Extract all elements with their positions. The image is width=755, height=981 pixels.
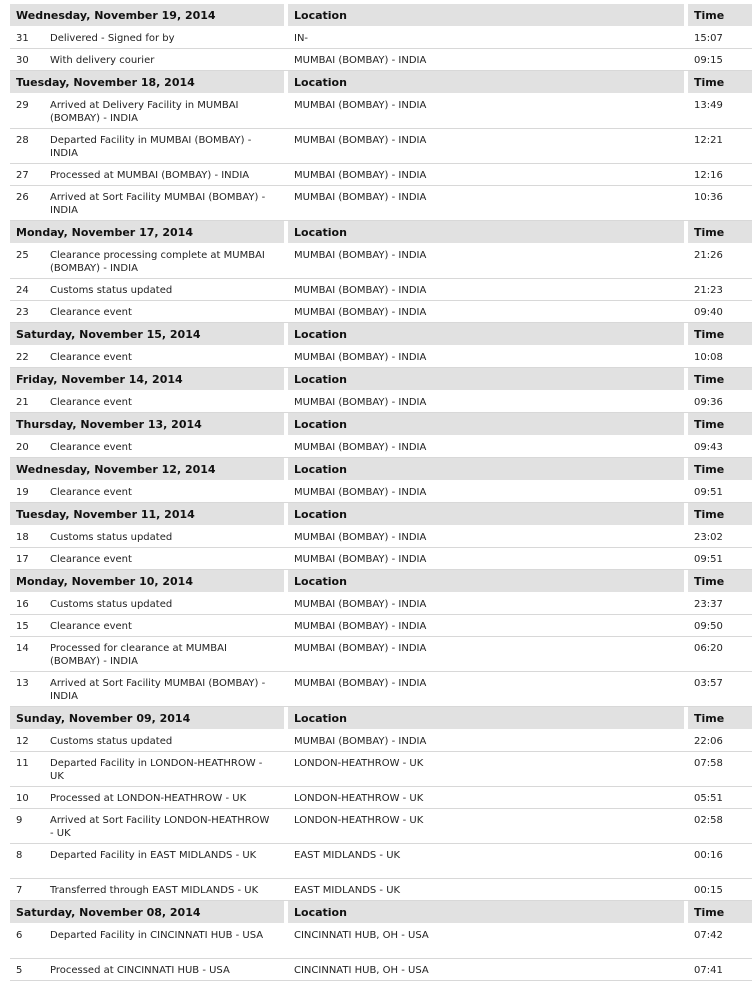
date-header: Saturday, November 08, 2014 xyxy=(10,901,284,923)
table-row xyxy=(10,481,752,503)
event-number: 10 xyxy=(16,793,29,804)
date-header: Monday, November 10, 2014 xyxy=(10,570,284,592)
table-row xyxy=(10,637,752,672)
event-time: 09:40 xyxy=(694,307,723,318)
location-header: Location xyxy=(288,4,684,26)
event-number: 19 xyxy=(16,487,29,498)
event-location: MUMBAI (BOMBAY) - INDIA xyxy=(294,250,427,261)
date-header: Monday, November 17, 2014 xyxy=(10,221,284,243)
date-group xyxy=(10,458,752,503)
event-time: 06:20 xyxy=(694,643,723,654)
date-group xyxy=(10,221,752,323)
event-time: 09:15 xyxy=(694,55,723,66)
date-group xyxy=(10,368,752,413)
event-location: MUMBAI (BOMBAY) - INDIA xyxy=(294,442,427,453)
event-time: 23:02 xyxy=(694,532,723,543)
event-location: EAST MIDLANDS - UK xyxy=(294,885,401,896)
event-description: Arrived at Sort Facility LONDON-HEATHROW - UK xyxy=(50,815,270,839)
event-number: 16 xyxy=(16,599,29,610)
event-description: Clearance event xyxy=(50,621,132,632)
location-header: Location xyxy=(288,707,684,729)
event-number: 12 xyxy=(16,736,29,747)
event-location: MUMBAI (BOMBAY) - INDIA xyxy=(294,170,427,181)
event-description: Clearance event xyxy=(50,487,132,498)
event-description: Transferred through EAST MIDLANDS - UK xyxy=(50,885,259,896)
date-group xyxy=(10,323,752,368)
event-location: MUMBAI (BOMBAY) - INDIA xyxy=(294,100,427,111)
event-time: 15:07 xyxy=(694,33,723,44)
event-time: 21:23 xyxy=(694,285,723,296)
table-row xyxy=(10,809,752,844)
event-number: 20 xyxy=(16,442,29,453)
date-group xyxy=(10,413,752,458)
date-header-row xyxy=(10,4,752,26)
date-group xyxy=(10,901,752,981)
event-time: 12:16 xyxy=(694,170,723,181)
event-number: 11 xyxy=(16,758,29,769)
date-header-row xyxy=(10,570,752,592)
date-header: Thursday, November 13, 2014 xyxy=(10,413,284,435)
event-description: Departed Facility in LONDON-HEATHROW - UK xyxy=(50,758,263,782)
event-description: Departed Facility in CINCINNATI HUB - USA xyxy=(50,930,264,941)
event-time: 05:51 xyxy=(694,793,723,804)
time-header: Time xyxy=(688,413,752,435)
location-header: Location xyxy=(288,323,684,345)
event-description: Arrived at Sort Facility MUMBAI (BOMBAY) - INDIA xyxy=(50,678,266,702)
event-location: MUMBAI (BOMBAY) - INDIA xyxy=(294,135,427,146)
event-description: Processed at LONDON-HEATHROW - UK xyxy=(50,793,247,804)
date-header: Sunday, November 09, 2014 xyxy=(10,707,284,729)
event-location: CINCINNATI HUB, OH - USA xyxy=(294,930,429,941)
location-header: Location xyxy=(288,458,684,480)
location-header: Location xyxy=(288,503,684,525)
date-header: Wednesday, November 12, 2014 xyxy=(10,458,284,480)
event-number: 31 xyxy=(16,33,29,44)
event-number: 29 xyxy=(16,100,29,111)
table-row xyxy=(10,672,752,707)
event-number: 5 xyxy=(16,965,23,976)
date-group xyxy=(10,71,752,221)
event-time: 10:36 xyxy=(694,192,723,203)
date-header-row xyxy=(10,503,752,525)
date-header-row xyxy=(10,413,752,435)
event-description: Processed for clearance at MUMBAI (BOMBAY) - INDIA xyxy=(50,643,227,667)
event-time: 09:51 xyxy=(694,554,723,565)
date-group xyxy=(10,503,752,570)
date-header: Tuesday, November 11, 2014 xyxy=(10,503,284,525)
event-description: Departed Facility in EAST MIDLANDS - UK xyxy=(50,850,257,861)
time-header: Time xyxy=(688,707,752,729)
event-location: MUMBAI (BOMBAY) - INDIA xyxy=(294,678,427,689)
table-row xyxy=(10,94,752,129)
event-location: MUMBAI (BOMBAY) - INDIA xyxy=(294,736,427,747)
event-number: 26 xyxy=(16,192,29,203)
table-row xyxy=(10,391,752,413)
event-description: Customs status updated xyxy=(50,285,173,296)
event-time: 07:41 xyxy=(694,965,723,976)
event-location: MUMBAI (BOMBAY) - INDIA xyxy=(294,599,427,610)
location-header: Location xyxy=(288,368,684,390)
table-row xyxy=(10,49,752,71)
time-header: Time xyxy=(688,503,752,525)
table-row xyxy=(10,346,752,368)
event-location: IN- xyxy=(294,33,309,44)
table-row xyxy=(10,129,752,164)
event-number: 21 xyxy=(16,397,29,408)
time-header: Time xyxy=(688,368,752,390)
event-time: 12:21 xyxy=(694,135,723,146)
time-header: Time xyxy=(688,901,752,923)
event-description: Arrived at Sort Facility MUMBAI (BOMBAY) - INDIA xyxy=(50,192,266,216)
event-number: 13 xyxy=(16,678,29,689)
event-number: 28 xyxy=(16,135,29,146)
event-time: 03:57 xyxy=(694,678,723,689)
event-time: 13:49 xyxy=(694,100,723,111)
event-number: 25 xyxy=(16,250,29,261)
date-header-row xyxy=(10,901,752,923)
event-location: CINCINNATI HUB, OH - USA xyxy=(294,965,429,976)
event-number: 24 xyxy=(16,285,29,296)
event-description: Processed at CINCINNATI HUB - USA xyxy=(50,965,230,976)
table-row xyxy=(10,244,752,279)
event-time: 09:36 xyxy=(694,397,723,408)
tracking-history-table xyxy=(10,4,752,981)
event-location: MUMBAI (BOMBAY) - INDIA xyxy=(294,352,427,363)
event-time: 00:16 xyxy=(694,850,723,861)
event-description: Customs status updated xyxy=(50,599,173,610)
event-location: MUMBAI (BOMBAY) - INDIA xyxy=(294,192,427,203)
date-header: Friday, November 14, 2014 xyxy=(10,368,284,390)
event-location: LONDON-HEATHROW - UK xyxy=(294,758,424,769)
event-number: 30 xyxy=(16,55,29,66)
event-location: EAST MIDLANDS - UK xyxy=(294,850,401,861)
event-number: 9 xyxy=(16,815,23,826)
event-number: 17 xyxy=(16,554,29,565)
event-time: 22:06 xyxy=(694,736,723,747)
event-location: MUMBAI (BOMBAY) - INDIA xyxy=(294,307,427,318)
event-time: 07:58 xyxy=(694,758,723,769)
event-location: MUMBAI (BOMBAY) - INDIA xyxy=(294,285,427,296)
date-header: Wednesday, November 19, 2014 xyxy=(10,4,284,26)
table-row xyxy=(10,879,752,901)
table-row xyxy=(10,164,752,186)
event-time: 09:51 xyxy=(694,487,723,498)
table-row xyxy=(10,27,752,49)
date-header-row xyxy=(10,707,752,729)
time-header: Time xyxy=(688,71,752,93)
event-location: LONDON-HEATHROW - UK xyxy=(294,793,424,804)
event-location: MUMBAI (BOMBAY) - INDIA xyxy=(294,643,427,654)
table-row xyxy=(10,730,752,752)
table-row xyxy=(10,615,752,637)
event-description: Departed Facility in MUMBAI (BOMBAY) - INDIA xyxy=(50,135,252,159)
time-header: Time xyxy=(688,458,752,480)
event-description: With delivery courier xyxy=(50,55,155,66)
event-description: Clearance event xyxy=(50,554,132,565)
event-time: 23:37 xyxy=(694,599,723,610)
table-row xyxy=(10,548,752,570)
event-number: 18 xyxy=(16,532,29,543)
event-time: 00:15 xyxy=(694,885,723,896)
event-description: Clearance processing complete at MUMBAI (BOMBAY) - INDIA xyxy=(50,250,265,274)
date-header: Saturday, November 15, 2014 xyxy=(10,323,284,345)
event-number: 15 xyxy=(16,621,29,632)
event-description: Customs status updated xyxy=(50,532,173,543)
table-row xyxy=(10,526,752,548)
table-row xyxy=(10,279,752,301)
table-row xyxy=(10,924,752,959)
event-description: Arrived at Delivery Facility in MUMBAI (BOMBAY) - INDIA xyxy=(50,100,239,124)
table-row xyxy=(10,752,752,787)
table-row xyxy=(10,844,752,879)
event-number: 23 xyxy=(16,307,29,318)
time-header: Time xyxy=(688,323,752,345)
table-row xyxy=(10,301,752,323)
event-number: 7 xyxy=(16,885,23,896)
event-description: Delivered - Signed for by xyxy=(50,33,175,44)
event-description: Clearance event xyxy=(50,397,132,408)
location-header: Location xyxy=(288,413,684,435)
event-location: MUMBAI (BOMBAY) - INDIA xyxy=(294,487,427,498)
table-row xyxy=(10,436,752,458)
date-header-row xyxy=(10,221,752,243)
event-location: MUMBAI (BOMBAY) - INDIA xyxy=(294,621,427,632)
date-group xyxy=(10,570,752,707)
date-group xyxy=(10,707,752,901)
table-row xyxy=(10,787,752,809)
event-location: MUMBAI (BOMBAY) - INDIA xyxy=(294,55,427,66)
event-location: LONDON-HEATHROW - UK xyxy=(294,815,424,826)
location-header: Location xyxy=(288,71,684,93)
date-header-row xyxy=(10,368,752,390)
event-number: 14 xyxy=(16,643,29,654)
date-header-row xyxy=(10,71,752,93)
location-header: Location xyxy=(288,221,684,243)
event-description: Clearance event xyxy=(50,352,132,363)
location-header: Location xyxy=(288,570,684,592)
time-header: Time xyxy=(688,570,752,592)
date-group xyxy=(10,4,752,71)
event-description: Processed at MUMBAI (BOMBAY) - INDIA xyxy=(50,170,250,181)
date-header-row xyxy=(10,323,752,345)
event-time: 10:08 xyxy=(694,352,723,363)
event-time: 02:58 xyxy=(694,815,723,826)
event-description: Clearance event xyxy=(50,307,132,318)
event-description: Clearance event xyxy=(50,442,132,453)
time-header: Time xyxy=(688,4,752,26)
table-row xyxy=(10,593,752,615)
event-number: 6 xyxy=(16,930,23,941)
location-header: Location xyxy=(288,901,684,923)
event-location: MUMBAI (BOMBAY) - INDIA xyxy=(294,397,427,408)
event-number: 8 xyxy=(16,850,23,861)
date-header-row xyxy=(10,458,752,480)
event-time: 09:43 xyxy=(694,442,723,453)
table-row xyxy=(10,186,752,221)
table-row xyxy=(10,959,752,981)
event-location: MUMBAI (BOMBAY) - INDIA xyxy=(294,554,427,565)
event-location: MUMBAI (BOMBAY) - INDIA xyxy=(294,532,427,543)
event-time: 07:42 xyxy=(694,930,723,941)
event-description: Customs status updated xyxy=(50,736,173,747)
event-number: 27 xyxy=(16,170,29,181)
time-header: Time xyxy=(688,221,752,243)
date-header: Tuesday, November 18, 2014 xyxy=(10,71,284,93)
event-time: 21:26 xyxy=(694,250,723,261)
event-number: 22 xyxy=(16,352,29,363)
event-time: 09:50 xyxy=(694,621,723,632)
